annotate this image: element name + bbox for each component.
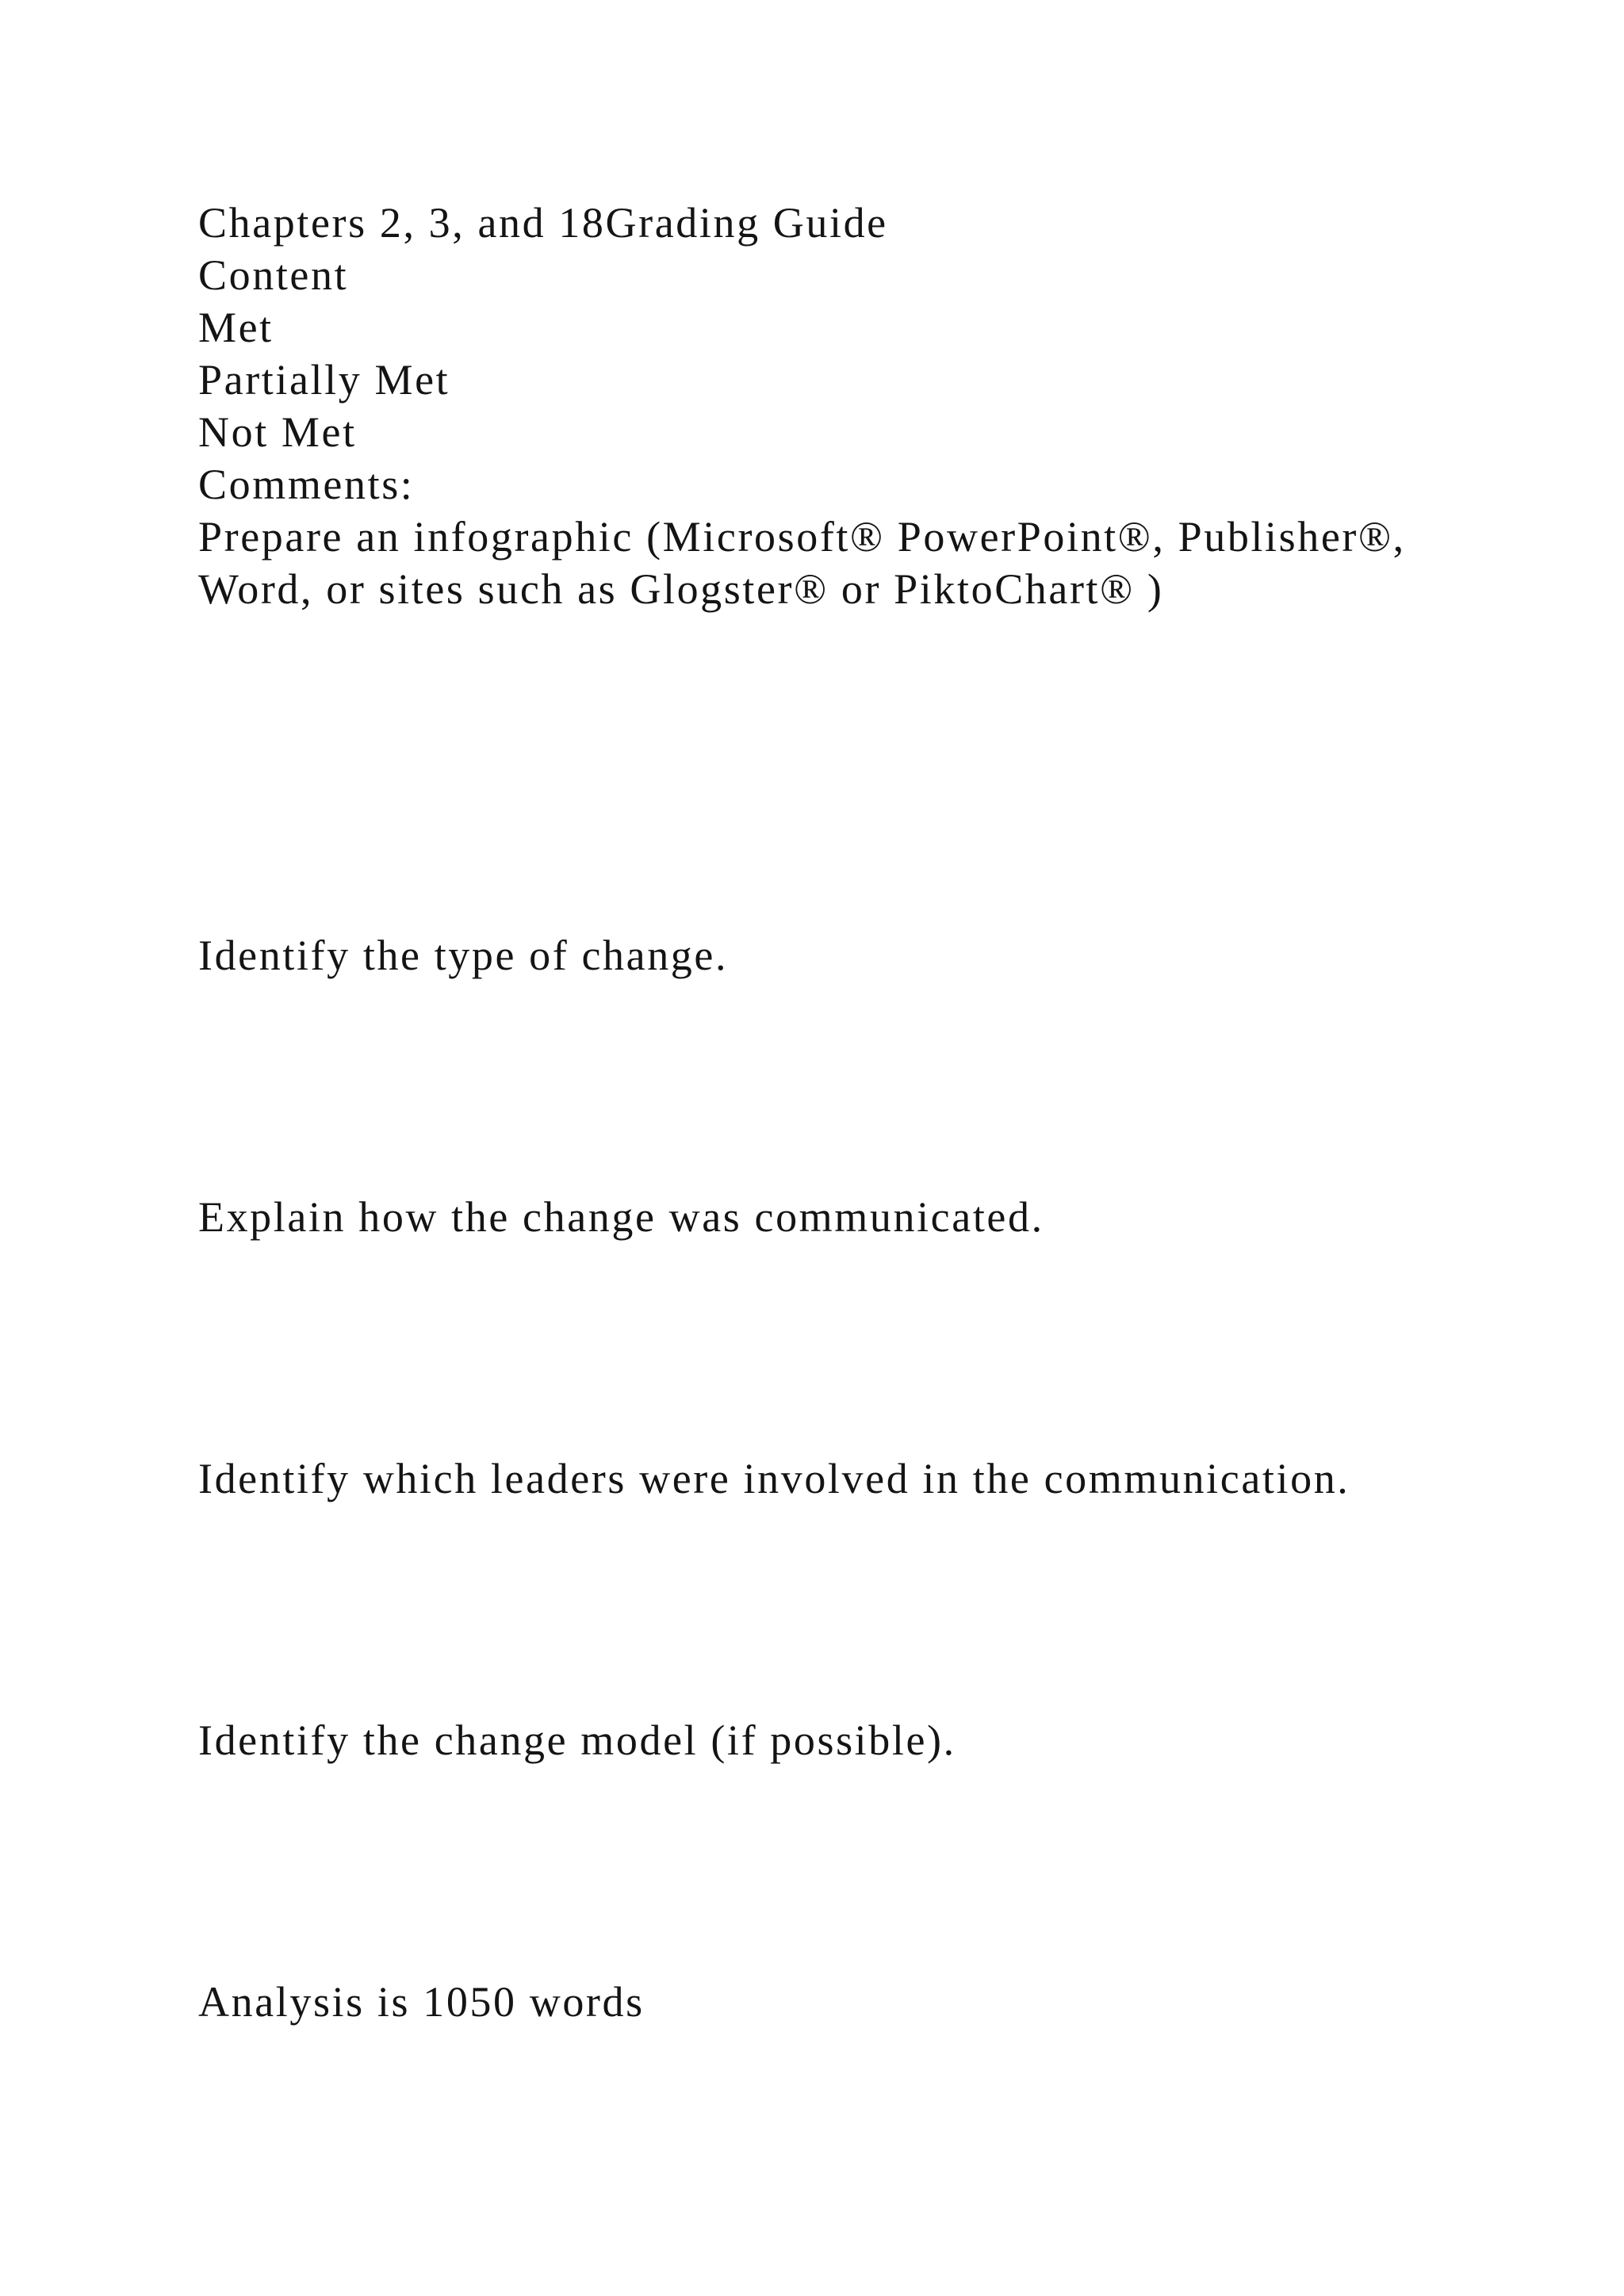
not-met-label: Not Met (198, 408, 357, 456)
document-title: Chapters 2, 3, and 18Grading Guide (198, 199, 888, 247)
comments-label: Comments: (198, 461, 415, 508)
intro-line-2: Word, or sites such as Glogster® or PiktoChart® ) (198, 565, 1164, 613)
partially-met-label: Partially Met (198, 356, 450, 404)
criterion-leaders: Identify which leaders were involved in the communication. (198, 1455, 1350, 1502)
content-label: Content (198, 251, 349, 299)
criterion-communication: Explain how the change was communicated. (198, 1193, 1044, 1241)
criterion-change-model: Identify the change model (if possible). (198, 1716, 956, 1764)
intro-line-1: Prepare an infographic (Microsoft® PowerPoint®, Publisher®, (198, 513, 1406, 561)
met-label: Met (198, 304, 274, 351)
criterion-word-count: Analysis is 1050 words (198, 1978, 645, 2026)
criterion-type-of-change: Identify the type of change. (198, 932, 729, 979)
